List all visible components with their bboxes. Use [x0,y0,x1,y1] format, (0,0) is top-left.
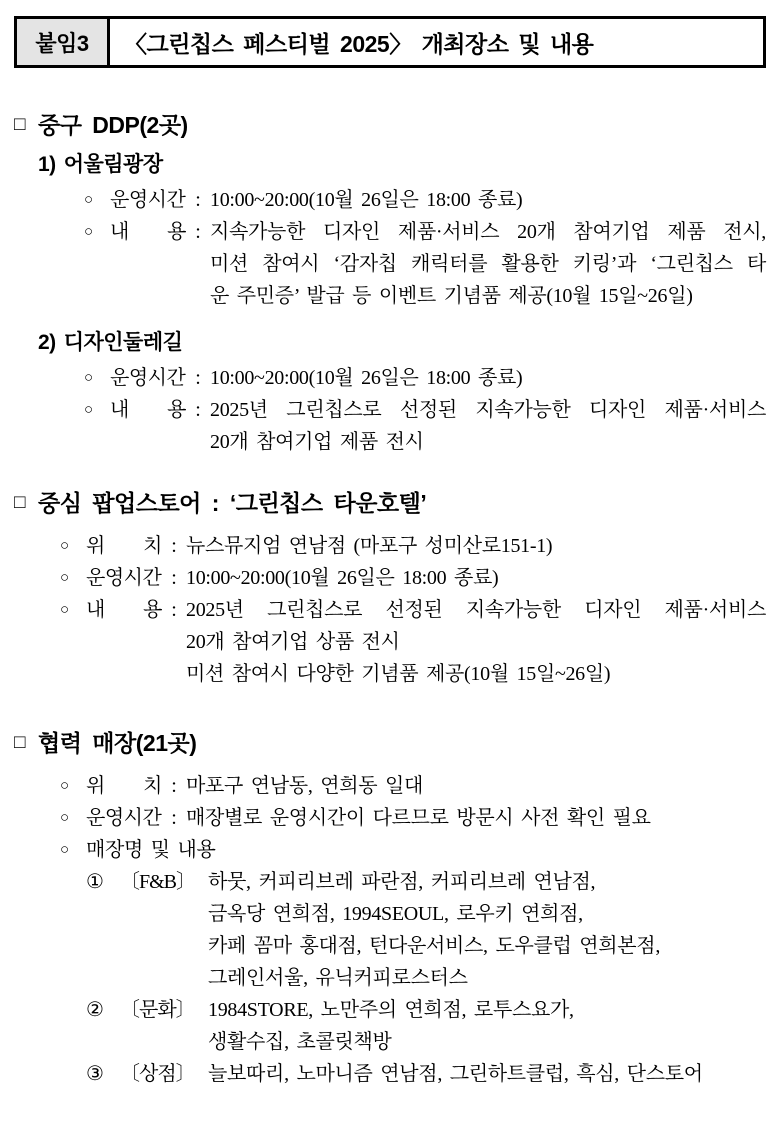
subsection-design-dullegil [38,330,766,458]
subsection-heading-text: 디자인둘레길 [63,331,183,354]
store-category-label: 〔문화〕 [120,999,195,1021]
store-category-label: 〔상점〕 [120,1063,195,1085]
text-line: 그레인서울, 유닉커피로스터스 [208,967,468,989]
bullet-value [186,594,766,690]
bullet-value [210,184,766,216]
bullet-label: 내 용 [110,221,186,243]
store-category-fnb [86,866,766,994]
colon-separator: : [171,567,177,589]
bullet-text: 매장명 및 내용 [86,839,216,861]
circle-bullet-icon: ○ [60,538,70,554]
subsection-number: 1) [38,153,56,176]
text-line: 금옥당 연희점, 1994SEOUL, 로우키 연희점, [208,903,583,925]
text-line: 미션 참여시 ‘감자칩 캐릭터를 활용한 키링’과 ‘그린칩스 타 [210,253,766,275]
text-line: 10:00~20:00(10월 26일은 18:00 종료) [210,367,523,389]
text-line: 2025년 그린칩스로 선정된 지속가능한 디자인 제품·서비스 [186,599,766,621]
store-category-culture [86,994,766,1058]
bullet-label: 운영시간 [86,807,162,829]
circle-bullet-icon: ○ [84,402,94,418]
text-line: 20개 참여기업 제품 전시 [210,431,424,453]
bullet-value [210,216,766,312]
section-heading [14,488,766,518]
text-line: 생활수집, 초콜릿책방 [208,1031,392,1053]
store-category-list [86,866,766,1090]
bullet-row-location [60,770,766,802]
bullet-label: 위 치 [86,775,162,797]
bullet-value [210,394,766,458]
text-line: 운 주민증’ 발급 등 이벤트 기념품 제공(10월 15일~26일) [210,285,693,307]
bullet-row-hours [60,562,766,594]
bullet-row-contents [84,394,766,458]
store-names [208,994,766,1058]
text-line: 1984STORE, 노만주의 연희점, 로투스요가, [208,999,574,1021]
square-bullet-icon: □ [14,732,25,753]
bullet-row-contents [84,216,766,312]
bullet-label: 내 용 [110,399,186,421]
store-category-label: 〔F&B〕 [120,871,196,893]
circled-number-icon: ② [86,999,104,1021]
text-line: 2025년 그린칩스로 선정된 지속가능한 디자인 제품·서비스 [210,399,766,421]
text-line: 마포구 연남동, 연희동 일대 [186,775,424,797]
circle-bullet-icon: ○ [60,570,70,586]
bullet-row-hours [84,184,766,216]
section-popup-store [14,488,766,690]
circle-bullet-icon: ○ [84,224,94,240]
text-line: 지속가능한 디자인 제품·서비스 20개 참여기업 제품 전시, [210,221,766,243]
section-heading-text: 협력 매장(21곳) [37,730,197,756]
subsection-heading [38,152,766,178]
store-category-shop [86,1058,766,1090]
colon-separator: : [171,599,177,621]
text-line: 카페 꼼마 홍대점, 턴다운서비스, 도우클럽 연희본점, [208,935,661,957]
bullet-value [186,770,766,802]
bullet-value [186,562,766,594]
colon-separator: : [171,807,177,829]
store-names [208,1058,766,1090]
section-ddp [14,110,766,458]
square-bullet-icon: □ [14,114,25,135]
text-line: 10:00~20:00(10월 26일은 18:00 종료) [186,567,499,589]
circle-bullet-icon: ○ [60,602,70,618]
circle-bullet-icon: ○ [60,842,70,858]
circle-bullet-icon: ○ [84,370,94,386]
subsection-eoullim-plaza [38,152,766,312]
bullet-value [210,362,766,394]
circle-bullet-icon: ○ [84,192,94,208]
circled-number-icon: ① [86,871,104,893]
subsection-number: 2) [38,331,56,354]
bullet-row-location [60,530,766,562]
circle-bullet-icon: ○ [60,810,70,826]
store-names [208,866,766,994]
attachment-header-box [14,16,766,68]
colon-separator: : [171,775,177,797]
text-line: 늘보따리, 노마니즘 연남점, 그린하트클럽, 흑심, 단스토어 [208,1063,703,1085]
bullet-list [60,770,766,866]
section-partner-stores [14,728,766,1090]
text-line: 매장별로 운영시간이 다르므로 방문시 사전 확인 필요 [186,807,651,829]
bullet-row-hours [84,362,766,394]
attachment-badge: 붙임3 [17,19,110,65]
section-heading [14,110,766,140]
text-line: 뉴스뮤지엄 연남점 (마포구 성미산로151-1) [186,535,553,557]
text-line: 10:00~20:00(10월 26일은 18:00 종료) [210,189,523,211]
circled-number-icon: ③ [86,1063,104,1085]
bullet-row-contents [60,594,766,690]
bullet-label: 위 치 [86,535,162,557]
colon-separator: : [195,399,201,421]
bullet-row-hours [60,802,766,834]
bullet-label: 운영시간 [110,367,186,389]
colon-separator: : [171,535,177,557]
section-heading [14,728,766,758]
bullet-list [60,530,766,690]
circle-bullet-icon: ○ [60,778,70,794]
bullet-list [84,184,766,312]
section-heading-text: 중심 팝업스토어 : ‘그린칩스 타운호텔’ [37,490,427,516]
section-heading-text: 중구 DDP(2곳) [37,112,188,138]
bullet-row-store-list-heading [60,834,766,866]
subsection-heading [38,330,766,356]
bullet-value [186,802,766,834]
text-line: 미션 참여시 다양한 기념품 제공(10월 15일~26일) [186,663,611,685]
bullet-label: 내 용 [86,599,162,621]
bullet-list [84,362,766,458]
colon-separator: : [195,189,201,211]
colon-separator: : [195,221,201,243]
bullet-label: 운영시간 [86,567,162,589]
bullet-label: 운영시간 [110,189,186,211]
subsection-heading-text: 어울림광장 [63,153,163,176]
colon-separator: : [195,367,201,389]
square-bullet-icon: □ [14,492,25,513]
bullet-value [186,530,766,562]
text-line: 하뭇, 커피리브레 파란점, 커피리브레 연남점, [208,871,596,893]
text-line: 20개 참여기업 상품 전시 [186,631,400,653]
document-title: 〈그린칩스 페스티벌 2025〉 개최장소 및 내용 [124,30,594,57]
